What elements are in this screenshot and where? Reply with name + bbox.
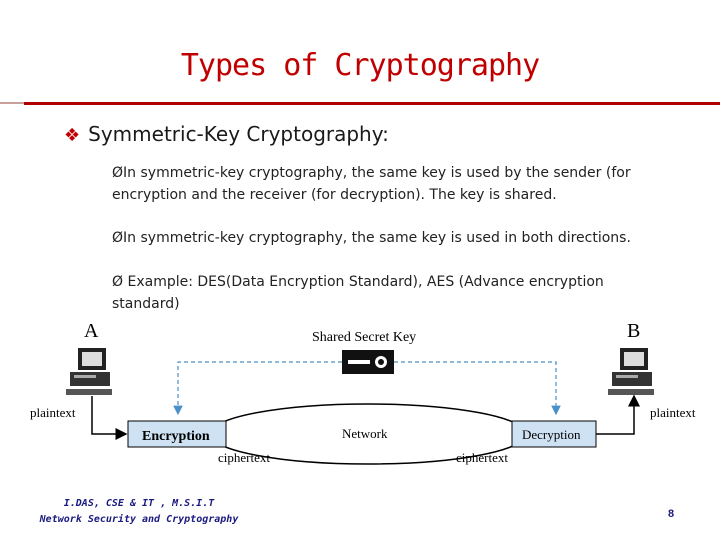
arrow-bullet-icon: Ø — [112, 165, 124, 181]
slide-title: Types of Cryptography — [180, 48, 540, 83]
plaintext-right-label: plaintext — [650, 405, 696, 420]
party-b-label: B — [627, 320, 641, 342]
arrow-bullet-icon: Ø — [112, 274, 124, 290]
footer-line-course: Network Security and Cryptography — [39, 514, 239, 525]
arrow-bullet-icon: Ø — [112, 230, 124, 246]
bullet-text: In symmetric-key cryptography, the same key is used in both directions. — [123, 230, 631, 246]
plaintext-left-label: plaintext — [30, 405, 76, 420]
page-number: 8 — [668, 508, 675, 520]
footer-line-author: I.DAS, CSE & IT , M.S.I.T — [63, 498, 215, 509]
network-label: Network — [342, 426, 388, 441]
section-heading-text: Symmetric-Key Cryptography: — [88, 122, 389, 146]
footer-credit — [30, 496, 248, 528]
ciphertext-left-label: ciphertext — [218, 450, 270, 465]
bullet-text: In symmetric-key cryptography, the same key is used by the sender (for encryption and the receiver (for decryption). The key is shared. — [112, 165, 631, 203]
key-icon — [342, 350, 394, 374]
decryption-label: Decryption — [522, 427, 581, 442]
computer-b-icon — [608, 348, 654, 395]
diamond-bullet-icon: ❖ — [64, 125, 81, 146]
ciphertext-right-label: ciphertext — [456, 450, 508, 465]
encryption-label: Encryption — [142, 429, 210, 444]
bullet-text: Example: DES(Data Encryption Standard), AES (Advance encryption standard) — [112, 274, 604, 312]
shared-key-label: Shared Secret Key — [312, 330, 417, 345]
computer-a-icon — [66, 348, 112, 395]
party-a-label: A — [84, 320, 99, 342]
